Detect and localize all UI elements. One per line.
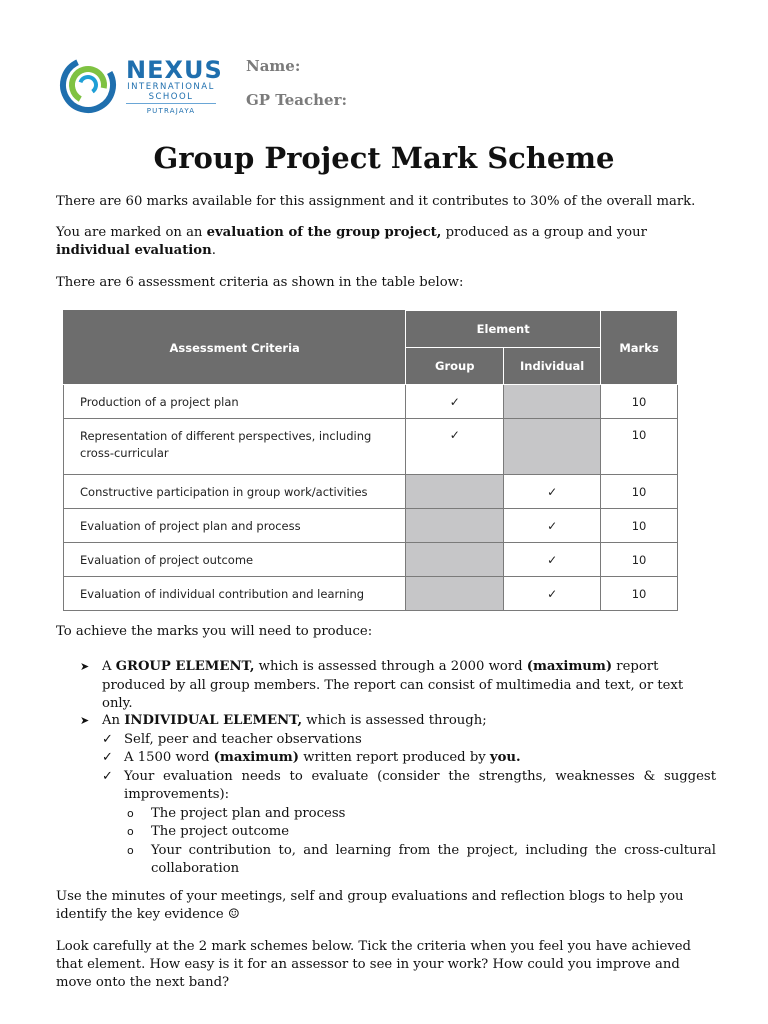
list-item xyxy=(102,842,716,879)
group-cell-shaded xyxy=(406,475,504,509)
individual-check-list xyxy=(102,731,716,879)
individual-check-icon: ✓ xyxy=(504,509,601,543)
intro-p2-a: You are marked on an xyxy=(56,225,207,240)
intro-p2-b: evaluation of the group project, xyxy=(206,225,442,240)
logo-wordmark xyxy=(126,58,223,115)
group-check-icon: ✓ xyxy=(406,419,504,475)
check-text-3: Your evaluation needs to evaluate (consider the strengths, weaknesses & suggest improvements): xyxy=(124,768,716,802)
intro-p2-d: individual evaluation xyxy=(56,243,212,258)
criterion-cell: Production of a project plan xyxy=(64,385,406,419)
marks-cell: 10 xyxy=(601,475,678,509)
checkmark-icon: ✓ xyxy=(102,731,113,747)
check-2c: written report produced by xyxy=(299,750,490,765)
individual-cell-shaded xyxy=(504,385,601,419)
group-cell-shaded xyxy=(406,577,504,611)
group-check-icon: ✓ xyxy=(406,385,504,419)
individual-element-item xyxy=(80,712,716,879)
group-b: GROUP ELEMENT, xyxy=(115,659,255,674)
criterion-cell: Evaluation of project plan and process xyxy=(64,509,406,543)
list-item xyxy=(102,823,716,842)
assessment-criteria-table xyxy=(63,310,678,611)
intro-paragraph-2 xyxy=(56,224,716,260)
criterion-cell: Evaluation of individual contribution and learning xyxy=(64,577,406,611)
indiv-a: An xyxy=(102,713,125,728)
marks-cell: 10 xyxy=(601,509,678,543)
name-label: Name: xyxy=(246,57,301,75)
intro-paragraph-1: There are 60 marks available for this assignment and it contributes to 30% of the overall mark. xyxy=(56,194,696,209)
table-row xyxy=(64,419,678,475)
indiv-b: INDIVIDUAL ELEMENT, xyxy=(124,713,303,728)
header-group: Group xyxy=(406,348,504,385)
nexus-logo-icon xyxy=(58,52,124,118)
sub-item-1: The project plan and process xyxy=(151,805,346,821)
indiv-c: which is assessed through; xyxy=(302,713,487,728)
circle-bullet-icon: o xyxy=(127,806,134,820)
group-cell-shaded xyxy=(406,543,504,577)
marks-cell: 10 xyxy=(601,385,678,419)
marks-cell: 10 xyxy=(601,543,678,577)
logo-sub-2: SCHOOL xyxy=(148,92,194,102)
group-cell-shaded xyxy=(406,509,504,543)
closing-paragraph-2: Look carefully at the 2 mark schemes below. Tick the criteria when you feel you have achieved that element. How easy is it for an assessor to see in your work? How could you improve and move onto the next band? xyxy=(56,939,691,990)
list-item xyxy=(102,768,716,879)
group-element-text xyxy=(102,658,716,714)
logo-sub-1: INTERNATIONAL xyxy=(127,82,215,92)
circle-bullet-icon: o xyxy=(127,843,134,857)
individual-check-icon: ✓ xyxy=(504,577,601,611)
list-item xyxy=(102,749,716,768)
individual-check-icon: ✓ xyxy=(504,543,601,577)
marks-cell: 10 xyxy=(601,419,678,475)
criterion-cell: Constructive participation in group work/activities xyxy=(64,475,406,509)
produce-lead: To achieve the marks you will need to produce: xyxy=(56,624,373,639)
header-marks: Marks xyxy=(601,311,678,385)
criterion-cell: Representation of different perspectives, including cross-curricular xyxy=(64,419,406,475)
logo-city: PUTRAJAYA xyxy=(146,107,196,115)
logo-name: NEXUS xyxy=(126,56,223,84)
header-element: Element xyxy=(406,311,601,348)
check-text-1: Self, peer and teacher observations xyxy=(124,731,362,747)
marks-cell: 10 xyxy=(601,577,678,611)
school-logo xyxy=(58,52,228,118)
table-row xyxy=(64,509,678,543)
evaluation-sub-list xyxy=(102,805,716,879)
table-row xyxy=(64,577,678,611)
sub-item-2: The project outcome xyxy=(151,824,290,839)
individual-element-text xyxy=(102,712,716,879)
group-a: A xyxy=(102,659,116,674)
sub-item-3: Your contribution to, and learning from the project, including the cross-cultural collaboration xyxy=(151,842,716,876)
header-assessment-criteria: Assessment Criteria xyxy=(64,311,406,385)
check-2d: you. xyxy=(489,750,521,765)
logo-divider xyxy=(126,103,216,104)
group-e: report produced by all group members. The report can consist of multimedia and text, or text only. xyxy=(102,659,684,711)
arrow-bullet-icon: ➤ xyxy=(80,714,90,727)
group-c: which is assessed through a 2000 word xyxy=(254,659,527,674)
intro-paragraph-3: There are 6 assessment criteria as shown in the table below: xyxy=(56,275,464,290)
intro-p2-c: produced as a group and your xyxy=(441,225,647,240)
group-element-item xyxy=(80,658,716,714)
intro-p2-e: . xyxy=(211,243,216,258)
table-row xyxy=(64,385,678,419)
circle-bullet-icon: o xyxy=(127,825,134,838)
group-d: (maximum) xyxy=(526,659,613,674)
checkmark-icon: ✓ xyxy=(102,768,113,784)
checkmark-icon: ✓ xyxy=(102,750,113,765)
page-title: Group Project Mark Scheme xyxy=(153,141,615,175)
list-item xyxy=(102,805,716,824)
individual-check-icon: ✓ xyxy=(504,475,601,509)
closing-paragraph-1: Use the minutes of your meetings, self and group evaluations and reflection blogs to help you identify the key evidence ☺ xyxy=(56,889,684,922)
header-individual: Individual xyxy=(504,348,601,385)
arrow-bullet-icon: ➤ xyxy=(80,660,90,673)
table-row xyxy=(64,543,678,577)
individual-cell-shaded xyxy=(504,419,601,475)
criterion-cell: Evaluation of project outcome xyxy=(64,543,406,577)
check-2b: (maximum) xyxy=(213,750,299,765)
gp-teacher-label: GP Teacher: xyxy=(246,91,348,109)
check-2a: A 1500 word xyxy=(124,750,214,765)
list-item xyxy=(102,731,716,750)
table-row xyxy=(64,475,678,509)
